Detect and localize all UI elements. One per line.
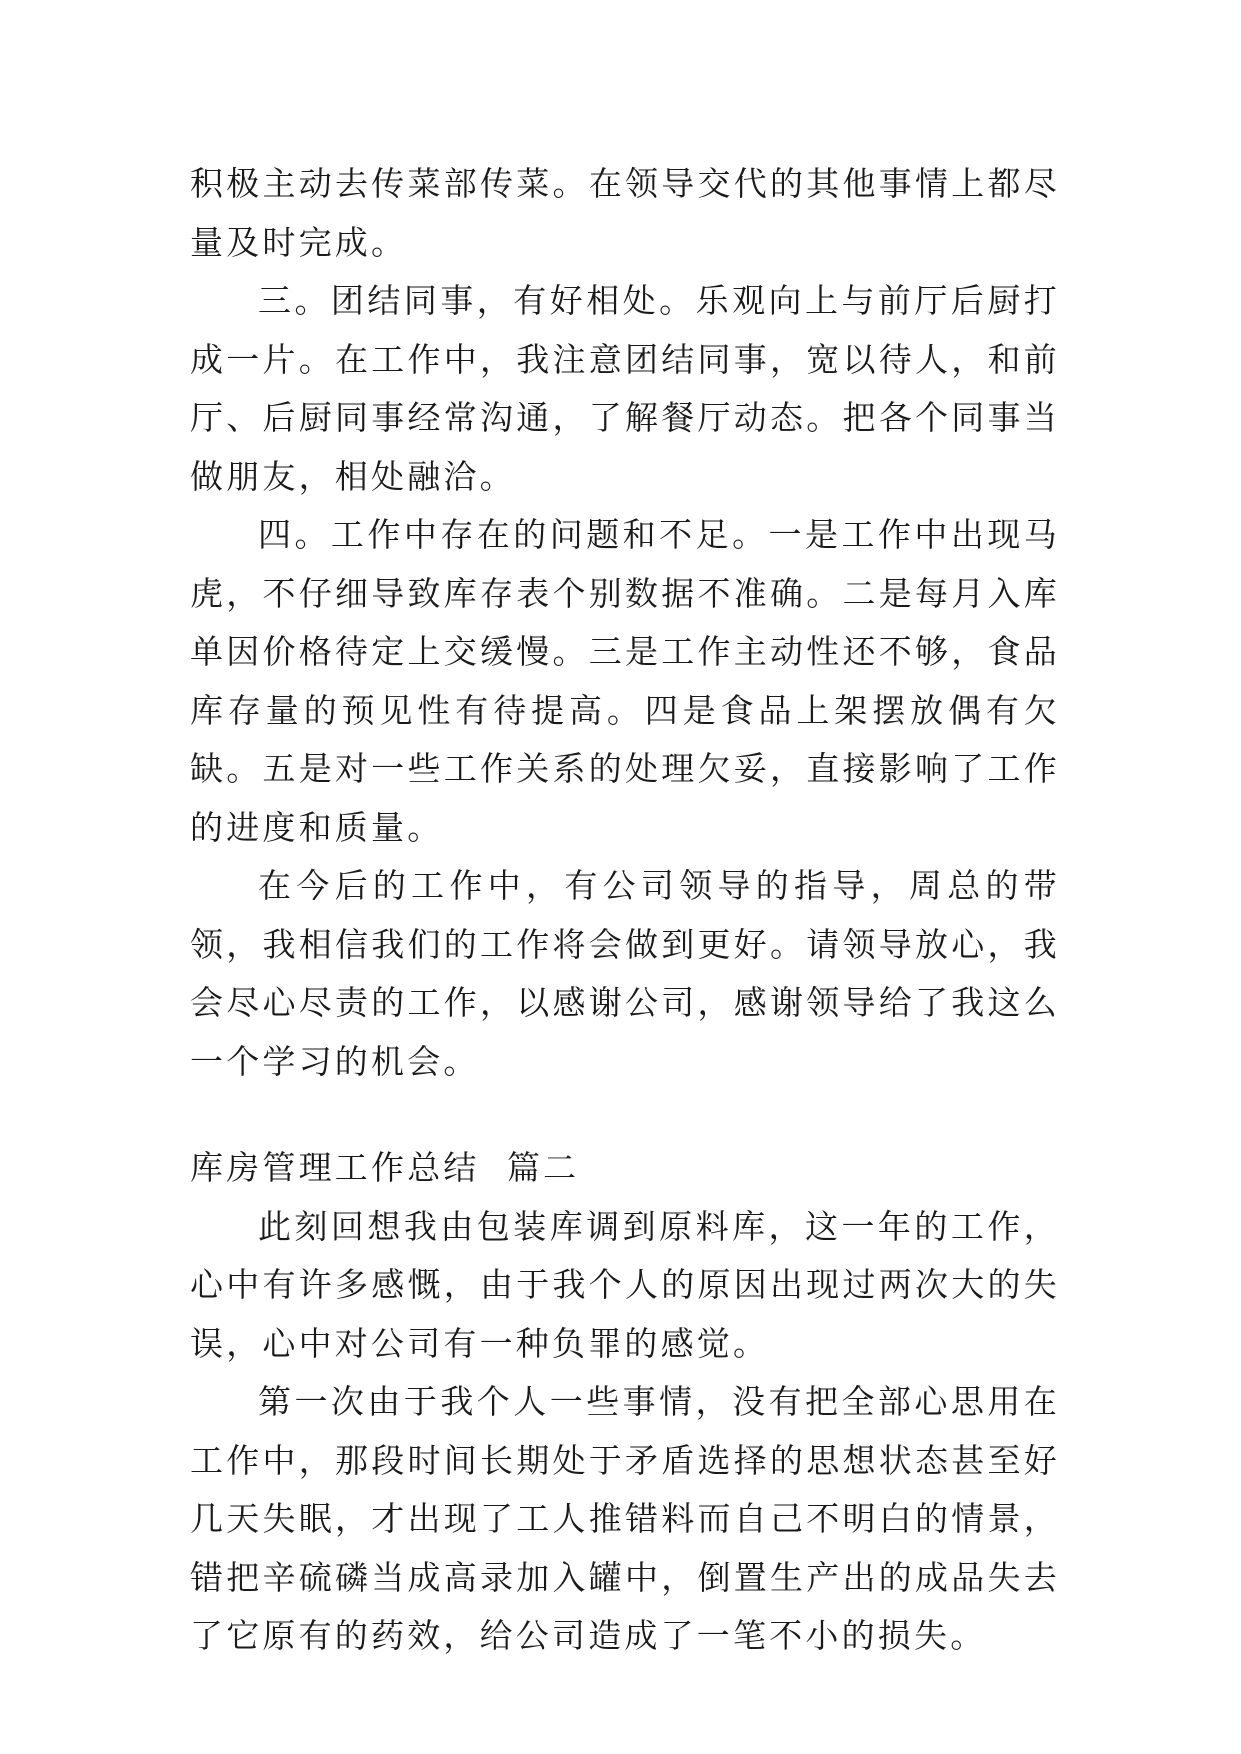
paragraph-first-mistake: 第一次由于我个人一些事情，没有把全部心思用在工作中，那段时间长期处于矛盾选择的思想状态甚至好几天失眠，才出现了工人推错料而自己不明白的情景，错把辛硫磷当成高录加入罐中，倒置生产出的成品失去了它原有的药效，给公司造成了一笔不小的损失。 <box>190 1382 1060 1655</box>
paragraph-problems: 四。工作中存在的问题和不足。一是工作中出现马虎，不仔细导致库存表个别数据不准确。二是每月入库单因价格待定上交缓慢。三是工作主动性还不够，食品库存量的预见性有待提高。四是食品上架摆放偶有欠缺。五是对一些工作关系的处理欠妥，直接影响了工作的进度和质量。 <box>190 515 1060 847</box>
paragraph-unity: 三。团结同事，有好相处。乐观向上与前厅后厨打成一片。在工作中，我注意团结同事，宽以待人，和前厅、后厨同事经常沟通，了解餐厅动态。把各个同事当做朋友，相处融洽。 <box>190 281 1060 496</box>
document-body <box>190 155 1060 1666</box>
section-heading: 库房管理工作总结 篇二 <box>190 1148 580 1187</box>
paragraph-reflection: 此刻回想我由包装库调到原料库，这一年的工作，心中有许多感慨，由于我个人的原因出现过两次大的失误，心中对公司有一种负罪的感觉。 <box>190 1206 1060 1363</box>
paragraph-continued: 积极主动去传菜部传菜。在领导交代的其他事情上都尽量及时完成。 <box>190 164 1060 262</box>
paragraph-future: 在今后的工作中，有公司领导的指导，周总的带领，我相信我们的工作将会做到更好。请领导放心，我会尽心尽责的工作，以感谢公司，感谢领导给了我这么一个学习的机会。 <box>190 866 1060 1081</box>
